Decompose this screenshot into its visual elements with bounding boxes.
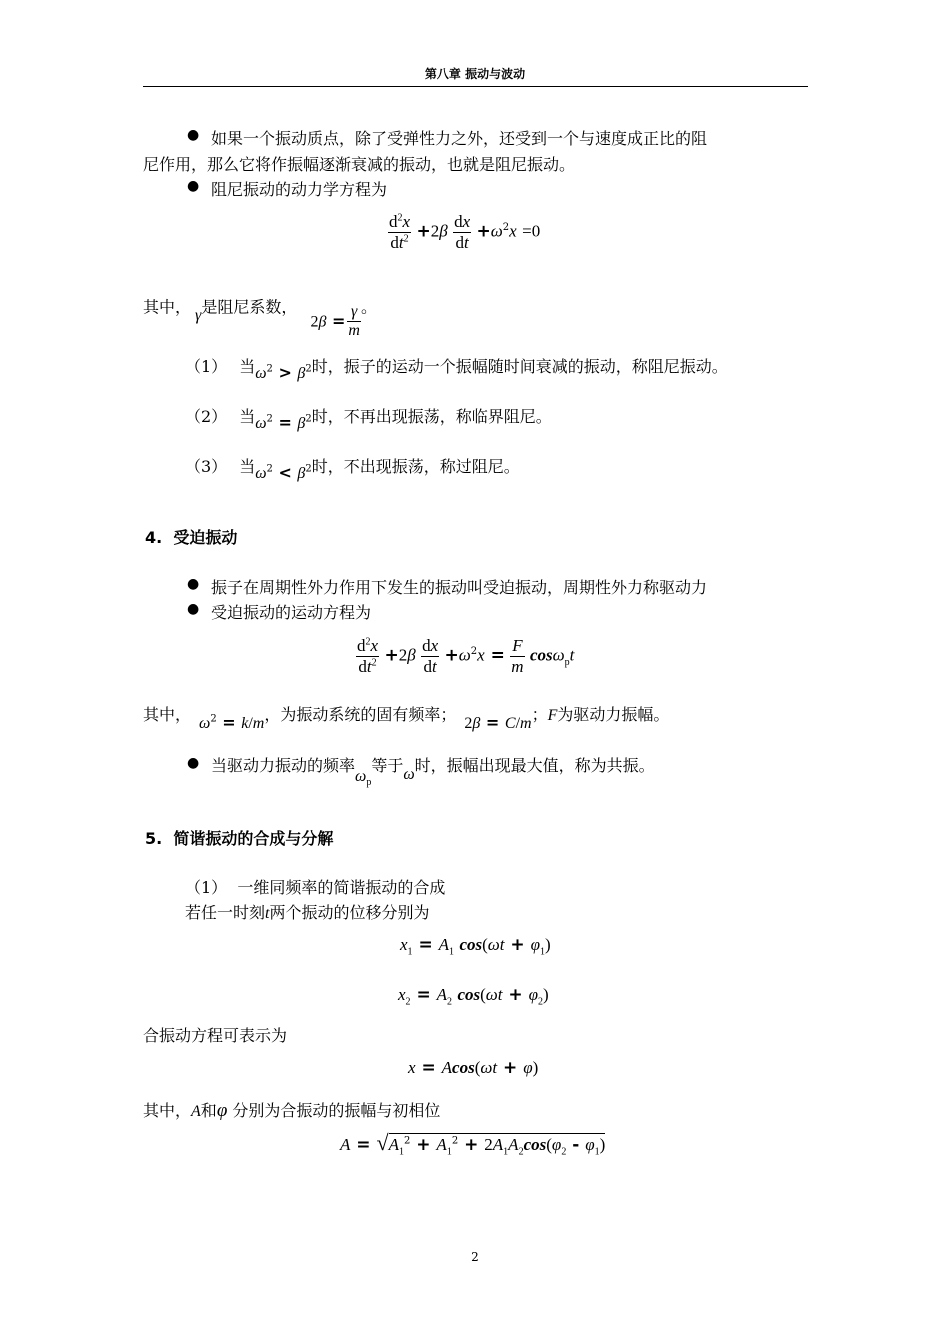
composition-sub1: （1） 一维同频率的简谐振动的合成 bbox=[185, 878, 446, 897]
combined-label: 合振动方程可表示为 bbox=[143, 1026, 288, 1045]
forced-where-line: 其中， $\omega^2 = k/m$，为振动系统的固有频率； 2β = C/m；F为驱动力振幅。 bbox=[143, 705, 670, 732]
forced-equation: $\frac{d^2x}{dt^2}$ +2β $\frac{dx}{dt}$ $+\omega^2x$ = $\frac{F}{m}$ cosω$_p$t bbox=[357, 636, 575, 676]
damped-where-line: 其中， γ是阻尼系数， 2β = $\frac{\gamma}{m}$ 。 bbox=[143, 297, 377, 340]
damped-case-1: （1） 当$\omega^2 > \beta^2$时，振子的运动一个振幅随时间衰减的振动，称阻尼振动。 bbox=[185, 357, 728, 382]
bullet-icon: ● bbox=[187, 755, 200, 771]
forced-bullet1: 振子在周期性外力作用下发生的振动叫受迫振动，周期性外力称驱动力 bbox=[211, 578, 708, 597]
resonance-line: 当驱动力振动的频率$\omega_p$等于ω时，振幅出现最大值，称为共振。 bbox=[211, 756, 655, 789]
page-number: 2 bbox=[471, 1250, 479, 1264]
damped-bullet1-line1: 如果一个振动质点，除了受弹性力之外，还受到一个与速度成正比的阻 bbox=[211, 129, 708, 148]
where-end: 。 bbox=[360, 297, 377, 317]
where-prefix: 其中， bbox=[143, 297, 192, 317]
bullet-icon: ● bbox=[187, 601, 200, 617]
damped-case-3: （3） 当$\omega^2 < \beta^2$时，不出现振荡，称过阻尼。 bbox=[185, 457, 520, 482]
where-middle: 是阻尼系数， bbox=[201, 297, 298, 317]
damped-case-2: （2） 当$\omega^2 = \beta^2$时，不再出现振荡，称临界阻尼。 bbox=[185, 407, 552, 432]
x1-equation: $x_1 = A_1$ $\cos(\omega t + \varphi_1)$ bbox=[400, 935, 551, 958]
bullet-icon: ● bbox=[187, 178, 200, 194]
combined-equation: x = Acos(ωt + φ) bbox=[408, 1058, 539, 1078]
damped-bullet2: 阻尼振动的动力学方程为 bbox=[211, 180, 388, 199]
bullet-icon: ● bbox=[187, 127, 200, 143]
composition-sub1-line2: 若任一时刻t两个振动的位移分别为 bbox=[185, 903, 430, 922]
amplitude-equation: $A = √A_1^2 + A_1^2 + 2A_1A_2\cos(\varphi_2 - \varphi_1)$ bbox=[340, 1130, 606, 1158]
page-header: 第八章 振动与波动 bbox=[424, 67, 526, 81]
section-heading-forced: 4. 受迫振动 bbox=[145, 528, 238, 547]
damped-bullet1-line2: 尼作用，那么它将作振幅逐渐衰减的振动，也就是阻尼振动。 bbox=[143, 155, 576, 174]
x2-equation: $x_2 = A_2$ $\cos(\omega t + \varphi_2)$ bbox=[398, 985, 549, 1008]
damped-equation: $\frac{d^2x}{dt^2}$ +2β $\frac{dx}{dt}$ $+\omega^2x =0$ bbox=[389, 212, 541, 252]
bullet-icon: ● bbox=[187, 576, 200, 592]
composition-where-line: 其中，A和φ 分别为合振动的振幅与初相位 bbox=[143, 1100, 441, 1121]
forced-bullet2: 受迫振动的运动方程为 bbox=[211, 603, 372, 622]
header-rule bbox=[143, 86, 808, 87]
section-heading-composition: 5. 简谐振动的合成与分解 bbox=[145, 829, 334, 848]
damped-eq-rhs: =0 bbox=[522, 221, 541, 241]
